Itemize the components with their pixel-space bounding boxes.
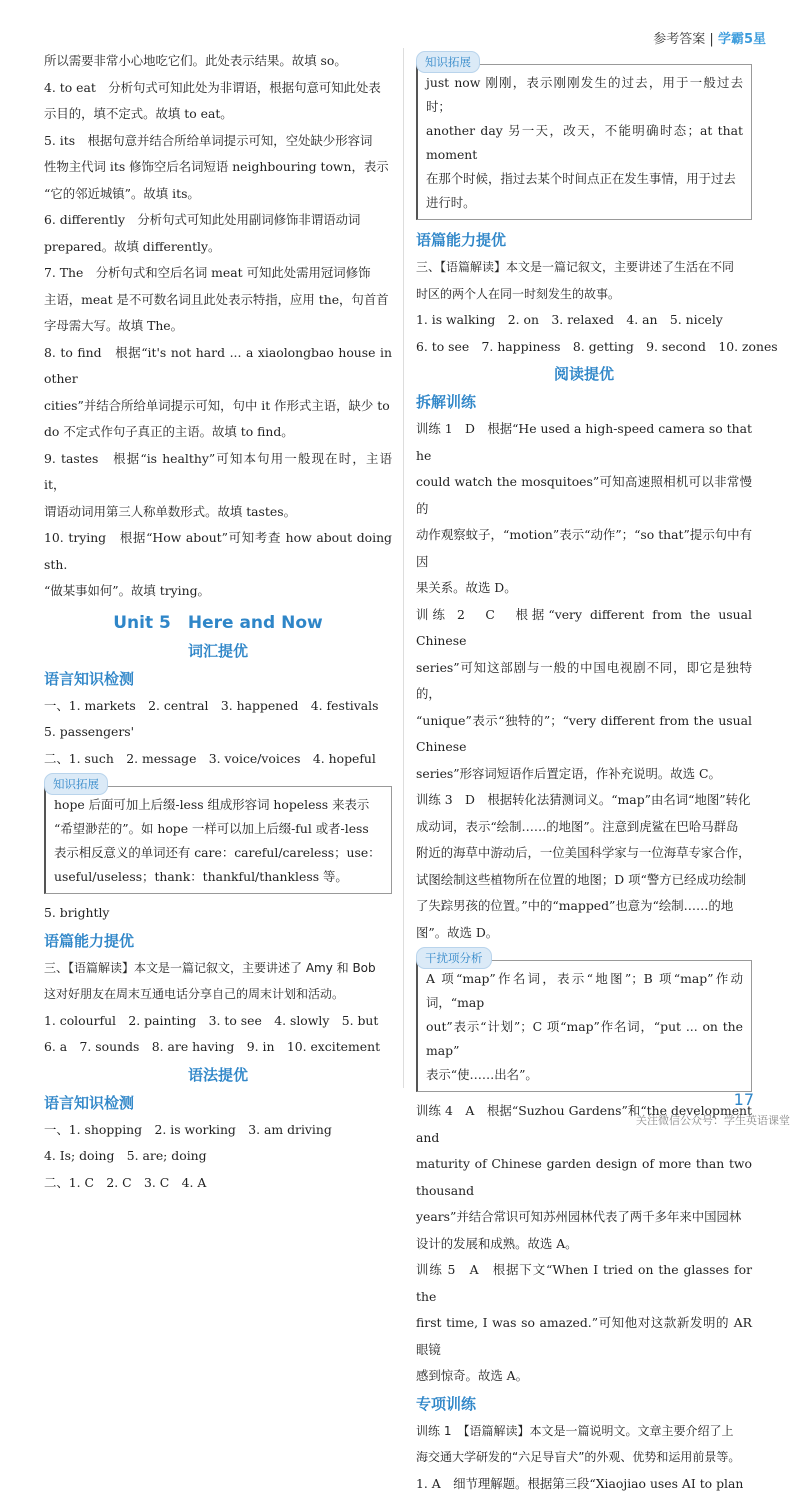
answer-line: 5. brightly — [44, 900, 392, 927]
page-header — [653, 28, 766, 47]
distractor-tag: 干扰项分析 — [416, 947, 492, 969]
answer-line: 6. a 7. sounds 8. are having 9. in 10. excitement — [44, 1034, 392, 1061]
box-line: “希望渺茫的”。如 hope 一样可以加上后缀-ful 或者-less — [54, 817, 383, 841]
answer-line: 5. passengers' — [44, 719, 392, 746]
text-line: 感到惊奇。故选 A。 — [416, 1363, 752, 1390]
text-line: “做某事如何”。故填 trying。 — [44, 578, 392, 605]
text-line: 9. tastes 根据“is healthy”可知本句用一般现在时，主语 it， — [44, 446, 392, 499]
column-divider — [403, 48, 404, 1088]
text-line: series”可知这部剧与一般的中国电视剧不同，即它是独特的， — [416, 655, 752, 708]
text-line: 4. to eat 分析句式可知此处为非谓语，根据句意可知此处表 — [44, 75, 392, 102]
text-line: 动作观察蚊子，“motion”表示“动作”；“so that”提示句中有因 — [416, 522, 752, 575]
text-line: 10. trying 根据“How about”可知考查 how about doing sth. — [44, 525, 392, 578]
text-line: 示目的，填不定式。故填 to eat。 — [44, 101, 392, 128]
box-line: 进行时。 — [426, 191, 743, 215]
reading-heading: 阅读提优 — [416, 360, 752, 388]
text-line: 8. to find 根据“it's not hard ... a xiaolongbao house in other — [44, 340, 392, 393]
right-column — [416, 48, 752, 1497]
discourse-intro: 这对好朋友在周末互通电话分享自己的周末计划和活动。 — [44, 981, 392, 1008]
answer-line: 1. colourful 2. painting 3. to see 4. slowly 5. but — [44, 1008, 392, 1035]
text-line: “unique”表示“独特的”；“very different from the usual Chinese — [416, 708, 752, 761]
box-line: A 项“map”作名词，表示“地图”；B 项“map”作动词，“map — [426, 967, 743, 1015]
section-vocab-heading: 词汇提优 — [44, 637, 392, 665]
text-line: 海交通大学研发的“六足导盲犬”的外观、优势和运用前景等。 — [416, 1444, 752, 1471]
text-line: 7. The 分析句式和空后名词 meat 可知此处需用冠词修饰 — [44, 260, 392, 287]
text-line: 附近的海草中游动后，一位美国科学家与一位海草专家合作， — [416, 840, 752, 867]
text-line: first time, I was so amazed.”可知他对这款新发明的 AR 眼镜 — [416, 1310, 752, 1363]
answer-line: 二、1. C 2. C 3. C 4. A — [44, 1170, 392, 1197]
answer-line: 二、1. such 2. message 3. voice/voices 4. hopeful — [44, 746, 392, 773]
discourse-intro: 时区的两个人在同一时刻发生的故事。 — [416, 281, 752, 308]
footer-watermark: 关注微信公众号：学生英语课堂 — [636, 1112, 790, 1128]
box-line: 在那个时候，指过去某个时间点正在发生事情，用于过去 — [426, 167, 743, 191]
discourse-heading: 语篇能力提优 — [44, 927, 392, 955]
grammar-heading: 语法提优 — [44, 1061, 392, 1089]
box-line: 表示“使……出名”。 — [426, 1063, 743, 1087]
text-line: 设计的发展和成熟。故选 A。 — [416, 1231, 752, 1258]
unit-title: Unit 5 Here and Now — [44, 609, 392, 637]
text-line: series”形容词短语作后置定语，作补充说明。故选 C。 — [416, 761, 752, 788]
discourse-heading-right: 语篇能力提优 — [416, 226, 752, 254]
answer-line: 4. Is; doing 5. are; doing — [44, 1143, 392, 1170]
left-column — [44, 48, 392, 1196]
box-line: 表示相反意义的单词还有 care：careful/careless；use： — [54, 841, 383, 865]
text-line: 图”。故选 D。 — [416, 920, 752, 947]
discourse-intro: 三、【语篇解读】本文是一篇记叙文，主要讲述了 Amy 和 Bob — [44, 955, 392, 982]
header-brand: 学霸5星 — [718, 32, 766, 47]
box-line: another day 另一天，改天，不能明确时态；at that moment — [426, 119, 743, 167]
text-line: cities”并结合所给单词提示可知，句中 it 作形式主语，缺少 to — [44, 393, 392, 420]
text-line: 性物主代词 its 修饰空后名词短语 neighbouring town，表示 — [44, 154, 392, 181]
text-line: 5. its 根据句意并结合所给单词提示可知，空处缺少形容词 — [44, 128, 392, 155]
box-line: just now 刚刚，表示刚刚发生的过去，用于一般过去时； — [426, 71, 743, 119]
box-line: out”表示“计划”；C 项“map”作名词，“put ... on the map” — [426, 1015, 743, 1063]
answer-line: 一、1. shopping 2. is working 3. am driving — [44, 1117, 392, 1144]
text-line: prepared。故填 differently。 — [44, 234, 392, 261]
text-line: 训练 5 A 根据下文“When I tried on the glasses for the — [416, 1257, 752, 1310]
text-line: 训练 1 【语篇解读】本文是一篇说明文。文章主要介绍了上 — [416, 1418, 752, 1445]
special-training-heading: 专项训练 — [416, 1390, 752, 1418]
box-line: hope 后面可加上后缀-less 组成形容词 hopeless 来表示 — [54, 793, 383, 817]
text-line: 训练 1 D 根据“He used a high-speed camera so that he — [416, 416, 752, 469]
discourse-intro: 三、【语篇解读】本文是一篇记叙文，主要讲述了生活在不同 — [416, 254, 752, 281]
text-line: 所以需要非常小心地吃它们。此处表示结果。故填 so。 — [44, 48, 392, 75]
text-line: 6. differently 分析句式可知此处用副词修饰非谓语动词 — [44, 207, 392, 234]
answer-line: 1. is walking 2. on 3. relaxed 4. an 5. nicely — [416, 307, 752, 334]
text-line: 训练 2 C 根据“very different from the usual Chinese — [416, 602, 752, 655]
text-line: 果关系。故选 D。 — [416, 575, 752, 602]
knowledge-tag: 知识拓展 — [44, 773, 108, 795]
text-line: 训练 4 A 根据“Suzhou Gardens”和“the development and — [416, 1098, 752, 1151]
text-line: 训练 3 D 根据转化法猜测词义。“map”由名词“地图”转化 — [416, 787, 752, 814]
header-separator: | — [709, 32, 713, 47]
text-line: 试图绘制这些植物所在位置的地图；D 项“警方已经成功绘制 — [416, 867, 752, 894]
knowledge-box — [44, 786, 392, 894]
knowledge-tag: 知识拓展 — [416, 51, 480, 73]
text-line: could watch the mosquitoes”可知高速照相机可以非常慢的 — [416, 469, 752, 522]
knowledge-box-right — [416, 64, 752, 220]
lang-check-heading: 语言知识检测 — [44, 665, 392, 693]
page-number: 17 — [734, 1090, 754, 1109]
text-line: 1. A 细节理解题。根据第三段“Xiaojiao uses AI to plan — [416, 1471, 752, 1497]
lang-check-heading-2: 语言知识检测 — [44, 1089, 392, 1117]
distractor-analysis-box — [416, 960, 752, 1092]
text-line: 了失踪男孩的位置。”中的“mapped”也意为“绘制……的地 — [416, 893, 752, 920]
text-line: 主语，meat 是不可数名词且此处表示特指，应用 the，句首首 — [44, 287, 392, 314]
text-line: do 不定式作句子真正的主语。故填 to find。 — [44, 419, 392, 446]
text-line: years”并结合常识可知苏州园林代表了两千多年来中国园林 — [416, 1204, 752, 1231]
header-answer-label: 参考答案 — [653, 32, 705, 47]
text-line: “它的邻近城镇”。故填 its。 — [44, 181, 392, 208]
answer-line: 6. to see 7. happiness 8. getting 9. second 10. zones — [416, 334, 752, 361]
answer-line: 一、1. markets 2. central 3. happened 4. festivals — [44, 693, 392, 720]
text-line: 字母需大写。故填 The。 — [44, 313, 392, 340]
box-line: useful/useless；thank：thankful/thankless 等。 — [54, 865, 383, 889]
text-line: 谓语动词用第三人称单数形式。故填 tastes。 — [44, 499, 392, 526]
training-heading: 拆解训练 — [416, 388, 752, 416]
text-line: maturity of Chinese garden design of more than two thousand — [416, 1151, 752, 1204]
text-line: 成动词，表示“绘制……的地图”。注意到虎鲨在巴哈马群岛 — [416, 814, 752, 841]
